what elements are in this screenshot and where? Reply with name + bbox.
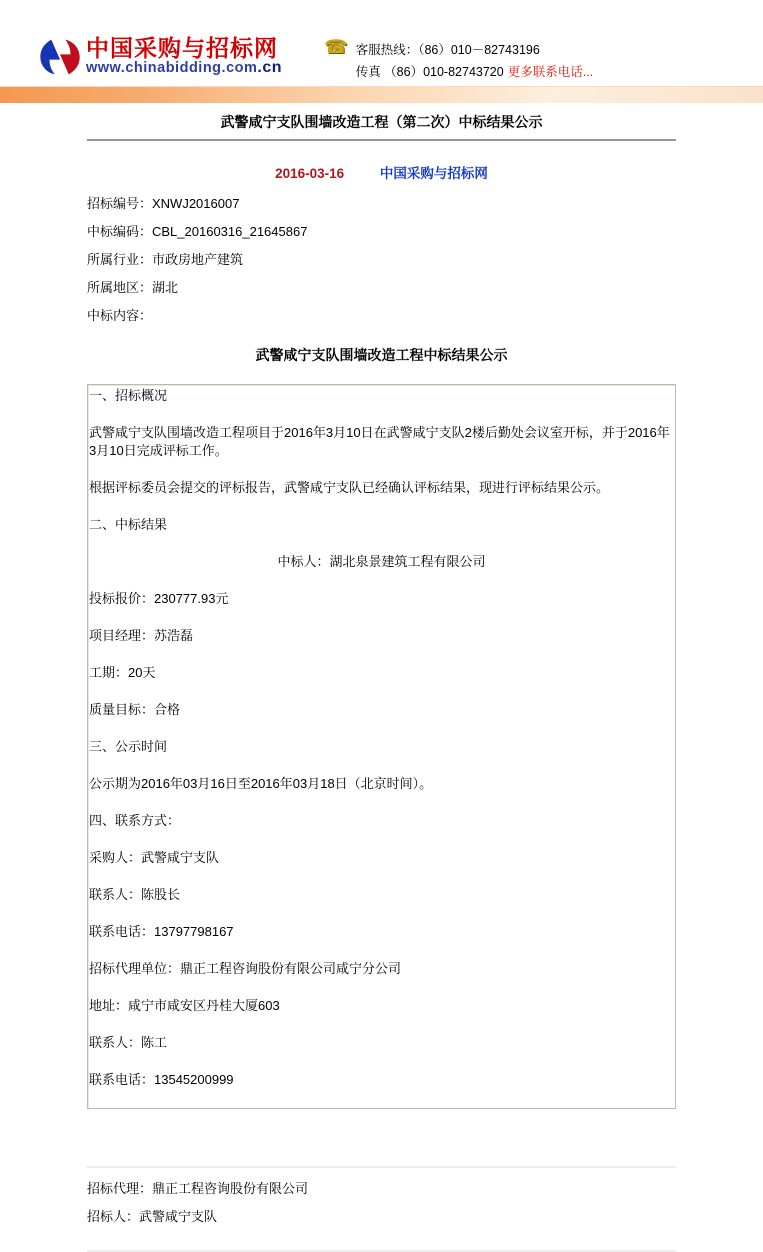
- body-paragraph: 联系人：陈股长: [89, 887, 181, 902]
- article-title: 武警咸宁支队围墙改造工程（第二次）中标结果公示: [220, 114, 543, 130]
- site-logo[interactable]: [38, 37, 282, 77]
- header-divider-bar: [0, 86, 763, 103]
- body-paragraph: 联系电话：13797798167: [89, 924, 234, 939]
- body-paragraph: 采购人：武警咸宁支队: [89, 850, 220, 865]
- body-paragraph: 联系人：陈工: [89, 1035, 168, 1050]
- meta-field: 招标编号：XNWJ2016007: [87, 196, 240, 211]
- body-paragraph: 一、招标概况: [89, 388, 168, 403]
- logo-text: [86, 37, 282, 76]
- article-subtitle: 武警咸宁支队围墙改造工程中标结果公示: [255, 347, 508, 363]
- body-paragraph: 项目经理：苏浩磊: [89, 628, 194, 643]
- meta-fields: [87, 197, 676, 322]
- more-contact-link[interactable]: 更多联系电话...: [507, 65, 594, 79]
- logo-url-suffix: .cn: [257, 59, 283, 76]
- body-paragraph: 武警咸宁支队围墙改造工程项目于2016年3月10日在武警咸宁支队2楼后勤处会议室开标，并于2016年3月10日完成评标工作。: [89, 425, 670, 458]
- contact-lines: [356, 39, 593, 83]
- body-paragraph: 地址：咸宁市咸安区丹桂大厦603: [89, 998, 280, 1013]
- hotline-text: 客服热线：（86）010－82743196: [355, 43, 540, 57]
- footer-tenderee: 招标人：武警咸宁支队: [87, 1209, 218, 1224]
- body-paragraph: 三、公示时间: [89, 739, 168, 754]
- fax-text: 传真 （86）010-82743720: [355, 65, 504, 79]
- meta-field: 中标编码：CBL_20160316_21645867: [87, 224, 308, 239]
- site-header: [0, 0, 763, 86]
- logo-title: 中国采购与招标网: [86, 35, 278, 61]
- article-footer: [87, 1166, 676, 1252]
- article: [87, 114, 676, 1109]
- content-box: [87, 384, 676, 1109]
- body-paragraph: 二、中标结果: [89, 517, 168, 532]
- logo-url: [86, 60, 282, 76]
- logo-icon: [38, 37, 82, 77]
- body-paragraph: 中标人：湖北泉景建筑工程有限公司: [277, 554, 486, 569]
- title-divider: [87, 139, 676, 141]
- source-site-link[interactable]: 中国采购与招标网: [379, 166, 488, 181]
- footer-divider-top: [87, 1166, 676, 1168]
- body-paragraph: 招标代理单位：鼎正工程咨询股份有限公司咸宁分公司: [89, 961, 402, 976]
- meta-field: 所属地区：湖北: [87, 280, 179, 295]
- meta-field: 所属行业：市政房地产建筑: [87, 252, 244, 267]
- body-paragraph: 质量目标：合格: [89, 702, 181, 717]
- meta-field: 中标内容：: [87, 308, 153, 323]
- publish-date: 2016-03-16: [275, 166, 345, 181]
- body-paragraph: 投标报价：230777.93元: [89, 591, 229, 606]
- footer-agent: 招标代理：鼎正工程咨询股份有限公司: [87, 1181, 309, 1196]
- contact-info: [324, 37, 593, 83]
- body-paragraph: 工期：20天: [89, 665, 156, 680]
- body-paragraph: 联系电话：13545200999: [89, 1072, 234, 1087]
- body-paragraph: 公示期为2016年03月16日至2016年03月18日（北京时间）。: [89, 776, 433, 791]
- body-paragraph: 根据评标委员会提交的评标报告，武警咸宁支队已经确认评标结果，现进行评标结果公示。: [89, 480, 610, 495]
- phone-icon: ☎: [324, 37, 348, 58]
- body-paragraph: 四、联系方式：: [89, 813, 181, 828]
- article-meta-row: [87, 162, 676, 182]
- fax-line: [356, 61, 593, 83]
- logo-url-main: www.chinabidding.com: [86, 60, 258, 76]
